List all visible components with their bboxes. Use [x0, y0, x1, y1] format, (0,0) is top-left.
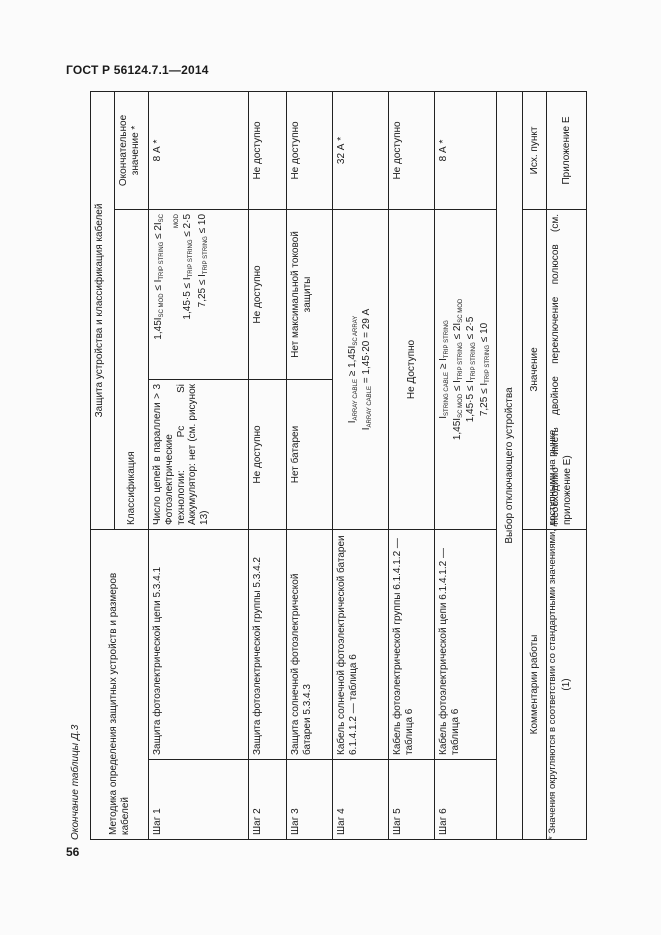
- table-row: [389, 91, 435, 839]
- step-label: Шаг 4: [333, 760, 389, 840]
- table-row: [435, 91, 497, 839]
- formula-part: ≤ 2I: [451, 322, 463, 343]
- step-label: Шаг 5: [389, 760, 435, 840]
- formula-part: I: [438, 415, 449, 419]
- comments-header-row: [523, 91, 547, 839]
- comments-header: Комментарии работы: [523, 529, 547, 839]
- formula-part: 1,45I: [153, 317, 164, 340]
- disconnect-section-title: Выбор отключающего устройства: [497, 91, 523, 839]
- step-formula: [333, 209, 389, 529]
- formula-sub: TRIP STRING: [188, 239, 195, 278]
- step-final-value: 8 А *: [149, 91, 249, 209]
- step-final-value: 8 А *: [435, 91, 497, 209]
- value-cell: Необходимо иметь двойное переключение полюсов (см. приложение Е): [547, 209, 587, 529]
- step-formula: Не Доступно: [389, 209, 435, 529]
- formula-part: ≥ 1,45I: [347, 345, 359, 379]
- step-label: Шаг 3: [287, 760, 333, 840]
- formula-part: I: [347, 420, 359, 424]
- step-description: Защита фотоэлектрической группы 5.3.4.2: [249, 529, 287, 759]
- formula-sub: STRING CABLE: [444, 371, 450, 416]
- protection-table: [90, 91, 587, 840]
- formula-sub: SC MOD: [457, 393, 464, 418]
- rotated-table-region: [70, 90, 580, 840]
- right-header: Защита устройства и классификация кабелей: [91, 91, 115, 529]
- source-header: Исх. пункт: [523, 91, 547, 209]
- formula-sub: TRIP STRING: [444, 320, 450, 359]
- step-label: Шаг 1: [149, 760, 249, 840]
- step-description: Защита фотоэлектрической цепи 5.3.4.1: [149, 529, 249, 759]
- table-row: [249, 91, 287, 839]
- comment-cell: (1): [547, 529, 587, 839]
- formula-part: ≤ 2I: [153, 222, 164, 242]
- step-description: Кабель фотоэлектрической цепи 6.1.4.1.2 — таблица 6: [435, 529, 497, 759]
- footnote: * Значения округляются в соответствии со стандартными значениями, доступными на рынке.: [547, 427, 558, 840]
- formula-part: ≤ 10: [478, 322, 490, 345]
- step-formula: Не доступно: [249, 209, 287, 379]
- formula-sub: MOD: [173, 213, 180, 228]
- formula-part: ≤ I: [451, 380, 463, 394]
- formula-part: 1,45·5 ≤ I: [465, 380, 476, 423]
- table-title-row: [91, 91, 115, 839]
- formula-part: 7,25 ≤ I: [197, 274, 209, 308]
- formula-sub: TRIP STRING: [484, 344, 491, 383]
- formula-part: 1,45·5 ≤ I: [182, 277, 194, 320]
- step-label: Шаг 2: [249, 760, 287, 840]
- formula-part: 1,45I: [451, 417, 463, 441]
- step-description: Защита солнечной фотоэлектрической батареи 5.3.4.3: [287, 529, 333, 759]
- step-description: Кабель фотоэлектрической группы 6.1.4.1.2 — таблица 6: [389, 529, 435, 759]
- formula-sub: TRIP STRING: [457, 342, 464, 381]
- formula-sub: TRIP STRING: [203, 236, 210, 275]
- page-number: 56: [66, 845, 80, 859]
- step-classification: Число цепей в параллели > 3 Фотоэлектрические технологии: Pc Si Аккумулятор: нет (см. рисунок 13): [149, 379, 249, 529]
- source-cell: Приложение Е: [547, 91, 587, 209]
- formula-sub: SC MOD: [457, 298, 464, 323]
- classification-header: Классификация: [115, 209, 149, 529]
- formula-part: 7,25 ≤ I: [478, 382, 490, 417]
- disconnect-section-row: [497, 91, 523, 839]
- formula-part: I: [360, 427, 372, 431]
- table-row: [287, 91, 333, 839]
- step-final-value: Не доступно: [249, 91, 287, 209]
- formula-part: ≤ 2·5: [465, 316, 476, 343]
- formula-sub: SC ARRAY: [353, 315, 360, 346]
- formula-sub: ARRAY CABLE: [366, 386, 373, 428]
- step-formula: [435, 209, 497, 529]
- step-classification: Не доступно: [249, 379, 287, 529]
- table-row: [333, 91, 389, 839]
- formula-part: ≥ I: [438, 358, 449, 372]
- formula-sub: TRIP STRING: [159, 241, 165, 280]
- step-final-value: 32 А *: [333, 91, 389, 209]
- formula-part: ≤ 10: [197, 213, 209, 237]
- formula-sub: SC MOD: [159, 293, 165, 318]
- formula-sub: ARRAY CABLE: [353, 378, 360, 421]
- step-final-value: Не доступно: [389, 91, 435, 209]
- formula-part: ≤ 2·5: [182, 213, 194, 240]
- step-formula: Нет максимальной токовой защиты: [287, 209, 333, 379]
- step-label: Шаг 6: [435, 760, 497, 840]
- value-header: Значение: [523, 209, 547, 529]
- table-caption: Окончание таблицы Д.3: [70, 724, 81, 840]
- formula-part: ≤ I: [153, 279, 164, 294]
- formula-sub: SC: [159, 213, 165, 223]
- step-classification: Нет батареи: [287, 379, 333, 529]
- document-header: ГОСТ Р 56124.7.1—2014: [66, 63, 209, 77]
- table-row: [149, 91, 249, 839]
- left-header: Методика определения защитных устройств и размеров кабелей: [91, 529, 149, 839]
- final-value-header: Окончательное значение *: [115, 91, 149, 209]
- step-description: Кабель солнечной фотоэлектрической батареи 6.1.4.1.2 — таблица 6: [333, 529, 389, 759]
- formula-part: = 1,45·20 = 29 А: [360, 308, 372, 386]
- step-formula: [149, 209, 249, 379]
- step-final-value: Не доступно: [287, 91, 333, 209]
- formula-sub: TRIP STRING: [471, 342, 477, 381]
